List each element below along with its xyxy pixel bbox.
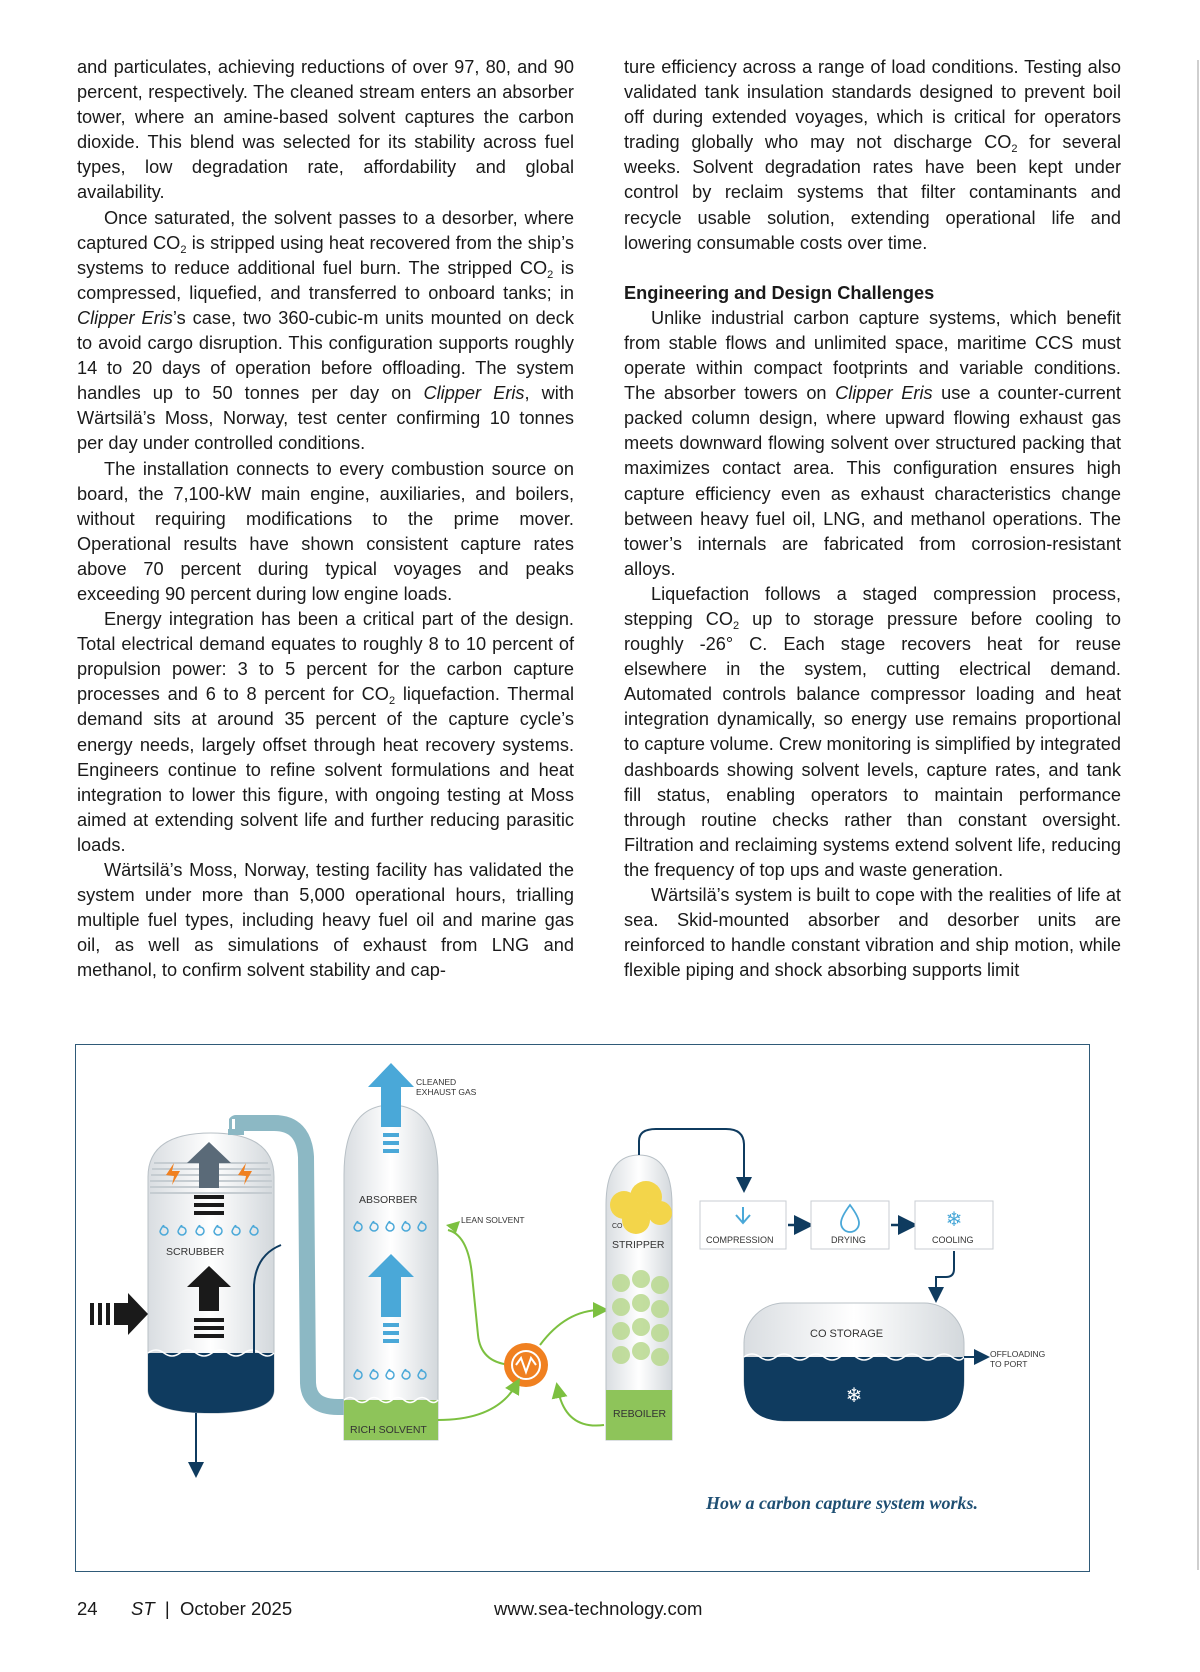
paragraph: and particulates, achieving reductions of over 97, 80, and 90 percent, respectively. The cleaned stream enters an absorber tower, where an amine-based solvent captures the carbon dioxide. This blend was selected for its stability across fuel types, low degradation rate, affordability and global availability. bbox=[77, 57, 574, 203]
lean-solvent-label: LEAN SOLVENT bbox=[461, 1215, 525, 1225]
publication-line: ST | October 2025 bbox=[131, 1598, 293, 1619]
article-column-left bbox=[77, 55, 574, 983]
ship-name: Clipper Eris bbox=[835, 383, 933, 404]
to-port-label: TO PORT bbox=[990, 1359, 1028, 1369]
compression-label: COMPRESSION bbox=[706, 1235, 774, 1245]
cooling-step bbox=[915, 1201, 993, 1249]
cooling-label: COOLING bbox=[932, 1235, 974, 1245]
scrubber-vessel bbox=[90, 1133, 274, 1470]
drying-step bbox=[811, 1201, 889, 1249]
snowflake-icon: ❄ bbox=[845, 1385, 863, 1407]
ship-name: Clipper Eris bbox=[77, 307, 173, 328]
stripper-label: STRIPPER bbox=[612, 1239, 665, 1251]
paragraph: ture efficiency across a range of load conditions. Testing also validated tank insulation standards designed to prevent boil off during extended voyages, which is critical for operators trading globally who may not discharge $CO_2$ for several weeks. Solvent degradation rates have been kept under control by reclaim systems that filter contaminants and recycle usable solution, extending operational life and lowering consumable costs over time. bbox=[624, 57, 1121, 253]
co2-small-label: CO bbox=[612, 1223, 623, 1230]
scrubber-label: SCRUBBER bbox=[166, 1246, 225, 1258]
paragraph: Energy integration has been a critical part of the design. Total electrical demand equates to roughly 8 to 10 percent of propulsion power: 3 to 5 percent for the carbon capture processes and 6 to 8 percent for $CO_2$ liquefaction. Thermal demand sits at around 35 percent of the capture cycle’s energy needs, largely offset through heat recovery systems. Engineers continue to refine solvent formulations and heat integration to lower this figure, with ongoing testing at Moss aimed at extending solvent life and further reducing parasitic loads. bbox=[77, 609, 574, 855]
offloading-label: OFFLOADING bbox=[990, 1349, 1046, 1359]
carbon-capture-diagram bbox=[75, 1044, 1090, 1572]
co2-storage-label: CO STORAGE bbox=[810, 1328, 884, 1340]
page-number: 24 bbox=[77, 1598, 98, 1619]
stripper-vessel bbox=[606, 1155, 672, 1440]
compression-step bbox=[700, 1201, 786, 1249]
absorber-label: ABSORBER bbox=[359, 1194, 418, 1206]
cleaned-label: CLEANED bbox=[416, 1077, 457, 1087]
paragraph: Once saturated, the solvent passes to a desorber, where captured $CO_2$ is stripped using heat recovered from the ship’s systems to reduce additional fuel burn. The stripped $CO_2$ is compressed, liquefied, and transferred to onboard tanks; in Clipper Eris’s case, two 360-cubic-m units mounted on deck to avoid cargo disruption. This configuration supports roughly 14 to 20 days of operation before offloading. The system handles up to 50 tonnes per day on Clipper Eris, with Wärtsilä’s Moss, Norway, test center confirming 10 tonnes per day under controlled conditions. bbox=[77, 207, 574, 454]
drying-label: DRYING bbox=[831, 1235, 866, 1245]
exhaust-inlet-arrow bbox=[90, 1293, 148, 1335]
paragraph: Wärtsilä’s system is built to cope with the realities of life at sea. Skid-mounted absorber and desorber units are reinforced to handle constant vibration and ship motion, while flexible piping and shock absorbing supports limit bbox=[624, 885, 1121, 981]
paragraph: Unlike industrial carbon capture systems, which benefit from stable flows and unlimited space, maritime CCS must operate within compact footprints and variable conditions. The absorber towers on Clipper Eris use a counter-current packed column design, where upward flowing exhaust gas meets downward flowing solvent over structured packing that maximizes contact area. This configuration ensures high capture efficiency even as exhaust characteristics change between heavy fuel oil, LNG, and methanol operations. The tower’s internals are fabricated from corrosion-resistant alloys. bbox=[624, 307, 1121, 579]
paragraph: Liquefaction follows a staged compression process, stepping $CO_2$ up to storage pressure before cooling to roughly -26° C. Each stage recovers heat for reuse elsewhere in the system, cutting electrical demand. Automated controls balance compressor loading and heat integration dynamically, so energy use remains proportional to capture volume. Crew monitoring is simplified by integrated dashboards showing solvent levels, capture rates, and tank fill status, enabling operators to maintain performance through routine checks rather than constant oversight. Filtration and reclaiming systems extend solvent life, reducing the frequency of top ups and waste generation. bbox=[624, 583, 1121, 880]
co2-storage-tank bbox=[744, 1303, 964, 1421]
figure-caption: How a carbon capture system works. bbox=[706, 1493, 979, 1513]
paragraph: The installation connects to every combustion source on board, the 7,100-kW main engine, auxiliaries, and boilers, without requiring modifications to the prime mover. Operational results have shown consistent capture rates above 70 percent during typical voyages and peaks exceeding 90 percent during low engine loads. bbox=[77, 458, 574, 604]
page-edge-rule bbox=[1197, 60, 1199, 1570]
absorber-vessel bbox=[344, 1105, 438, 1440]
heat-exchanger-icon bbox=[504, 1343, 548, 1387]
website-url: www.sea-technology.com bbox=[494, 1598, 703, 1619]
reboiler-label: REBOILER bbox=[613, 1408, 667, 1420]
ship-name: Clipper Eris bbox=[423, 383, 525, 404]
exhaust-gas-label: EXHAUST GAS bbox=[416, 1087, 477, 1097]
snowflake-icon: ❄ bbox=[945, 1209, 963, 1231]
article-column-right bbox=[624, 55, 1121, 983]
section-heading: Engineering and Design Challenges bbox=[624, 282, 935, 303]
rich-solvent-label: RICH SOLVENT bbox=[350, 1424, 427, 1436]
paragraph: Wärtsilä’s Moss, Norway, testing facility has validated the system under more than 5,000 operational hours, trialling multiple fuel types, including heavy fuel oil and marine gas oil, as well as simulations of exhaust from LNG and methanol, to confirm solvent stability and cap- bbox=[77, 860, 574, 981]
